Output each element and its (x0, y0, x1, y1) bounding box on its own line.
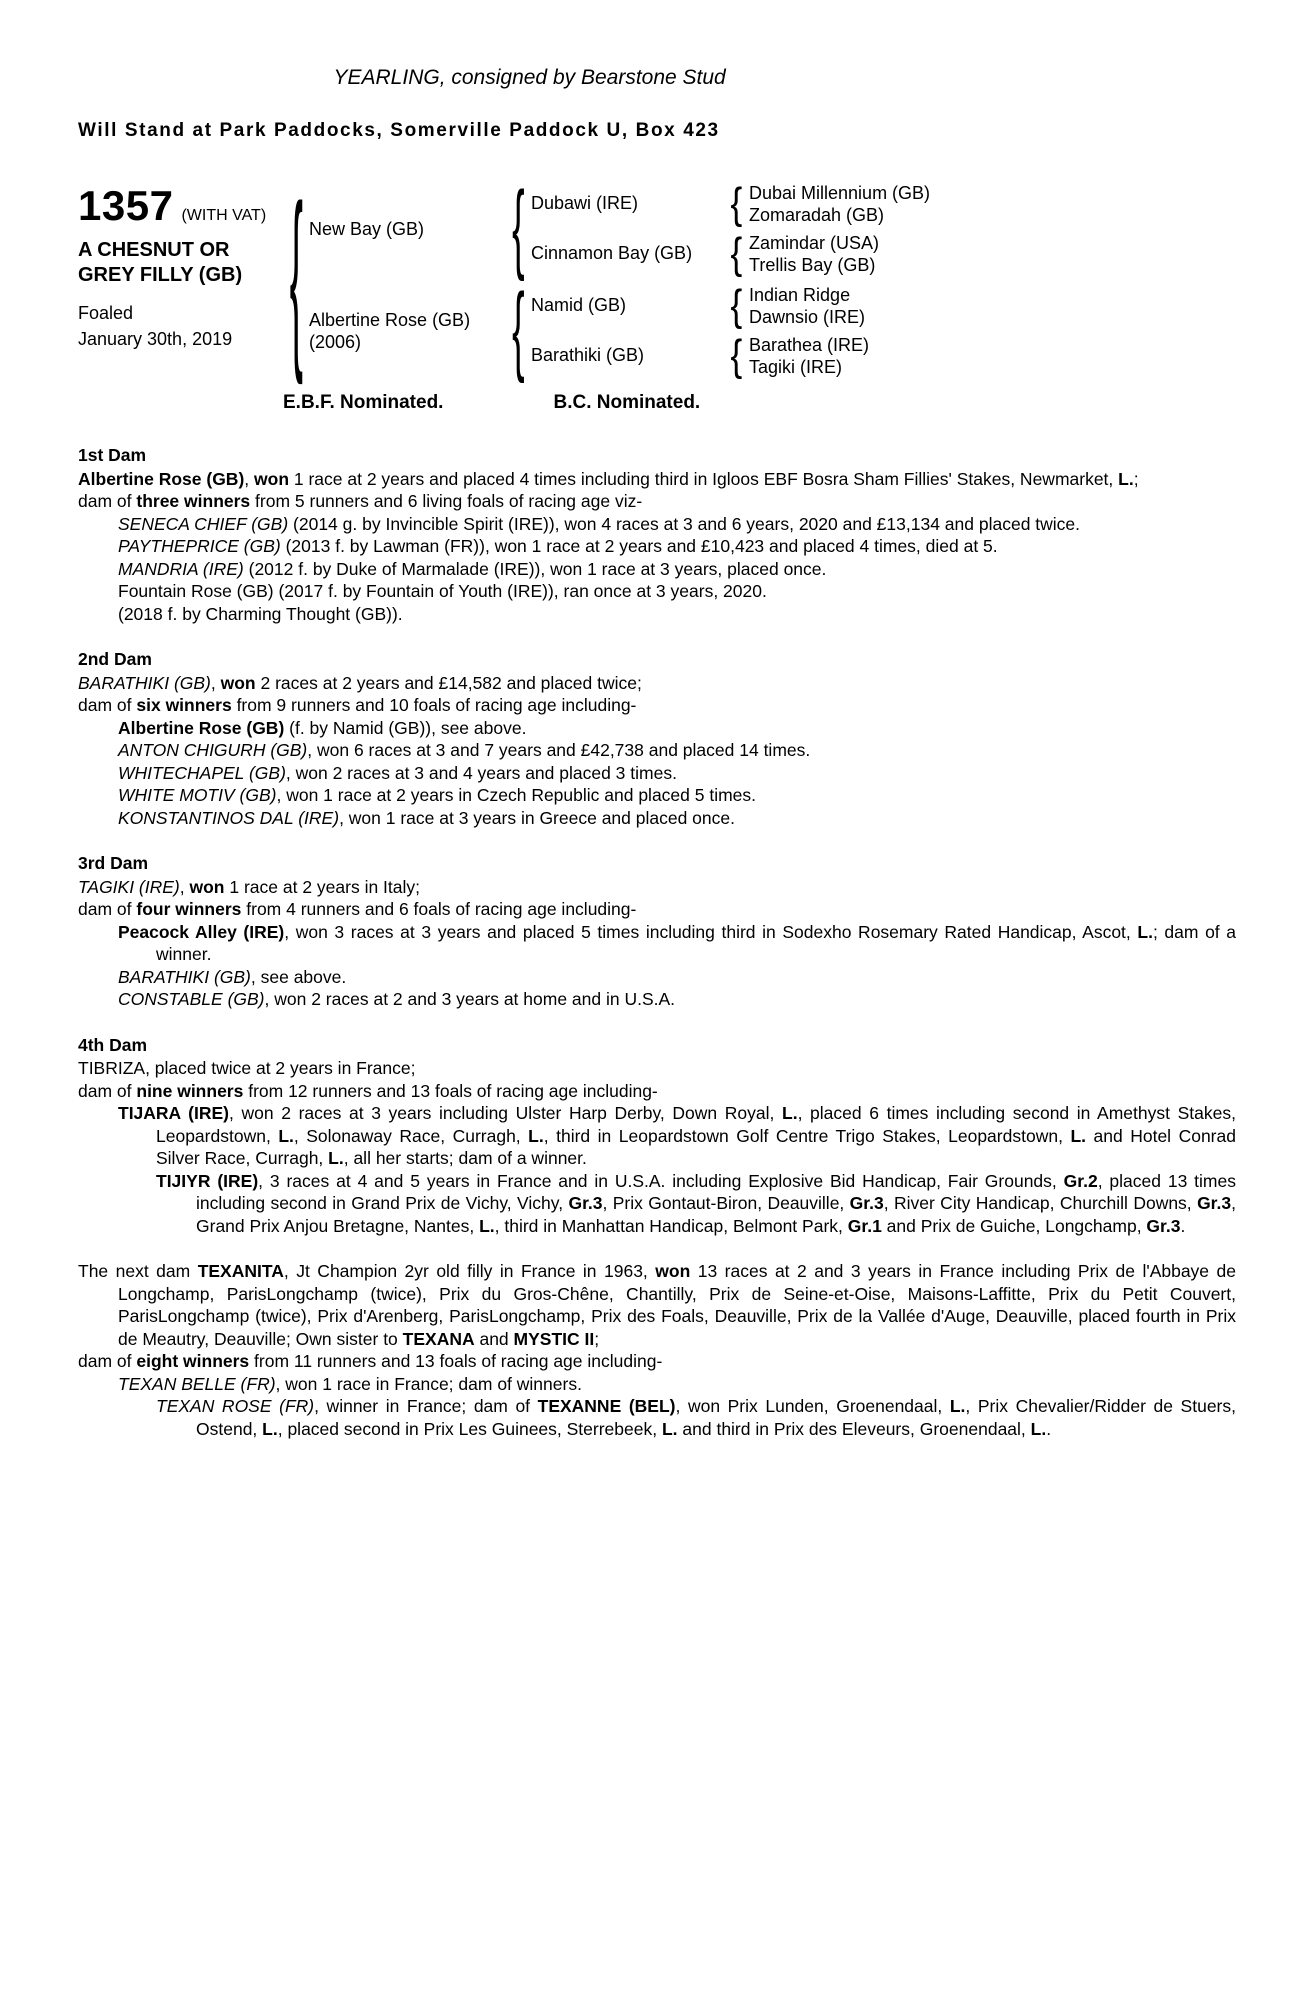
pedigree-paragraph (78, 580, 1236, 603)
ggp-name: Dubai Millennium (GB) (749, 183, 931, 203)
text-segment: L. (1137, 921, 1153, 942)
text-segment: L. (328, 1148, 344, 1168)
text-segment: , all her starts; dam of a winner. (343, 1148, 587, 1168)
text-segment: from 4 runners and 6 foals of racing age including- (241, 899, 637, 919)
text-segment: 13 races at 2 and 3 years in France including Prix de l'Abbaye de Longchamp, ParisLongchamp (twice), Prix du Gros-Chêne, Chantilly, Prix de Seine-et-Oise, Maisons-Laffitte, Prix du Petit Couvert, ParisLongchamp (twice), Prix d'Arenberg, ParisLongchamp, Prix des Foals, Deauville, Prix de la Vallée d'Auge, Deauville, placed fourth in Prix de Meautry, Deauville; Own sister to (118, 1261, 1236, 1349)
text-segment: Gr.3 (1146, 1215, 1181, 1236)
ebf-nominated: E.B.F. Nominated. (283, 392, 444, 413)
text-segment: (2012 f. by Duke of Marmalade (IRE)), won 1 race at 3 years, placed once. (243, 558, 827, 579)
text-segment: 1 race at 2 years in Italy; (224, 876, 421, 897)
consignor-title: YEARLING, consigned by Bearstone Stud (333, 66, 726, 89)
sire-sire-parents (749, 182, 930, 226)
ggp-name: Dawnsio (IRE) (749, 307, 866, 327)
bc-nominated: B.C. Nominated. (553, 392, 701, 413)
text-segment: L. (528, 1125, 544, 1146)
brace-icon (723, 182, 749, 226)
pedigree-paragraph (78, 1260, 1236, 1350)
text-segment: three winners (136, 491, 251, 511)
text-segment: , Prix Chevalier/Ridder de Stuers, Ostend, (196, 1396, 1236, 1439)
dam-name (309, 309, 505, 354)
text-segment: MANDRIA (IRE) (118, 558, 244, 579)
text-segment: Gr.3 (1197, 1193, 1232, 1213)
text-segment: dam of (78, 491, 137, 511)
text-segment: , won 1 race in France; dam of winners. (275, 1373, 582, 1394)
text-segment: WHITECHAPEL (GB) (118, 762, 286, 783)
text-segment: ; dam of a winner. (156, 921, 1236, 964)
text-segment: Gr.3 (568, 1193, 603, 1213)
text-segment: , winner in France; dam of (314, 1396, 538, 1416)
text-segment: ANTON CHIGURH (GB) (118, 740, 308, 760)
text-segment: ; (1133, 468, 1139, 489)
pedigree-paragraph (78, 1170, 1236, 1238)
text-segment: , won 1 race at 3 years in Greece and placed once. (339, 807, 735, 828)
text-segment: , placed second in Prix Les Guinees, Sterrebeek, (277, 1418, 662, 1439)
text-segment: , won 2 races at 3 and 4 years and placed 3 times. (285, 762, 677, 783)
ggp-name: Indian Ridge (749, 285, 851, 305)
text-segment: , won 2 races at 3 years including Ulster Harp Derby, Down Royal, (229, 1103, 782, 1123)
pedigree-paragraph (78, 988, 1236, 1011)
text-segment: Gr.3 (849, 1193, 884, 1213)
text-segment: TEXANNE (BEL) (537, 1396, 676, 1416)
text-segment: won (655, 1261, 691, 1281)
text-segment: , Prix Gontaut-Biron, Deauville, (602, 1193, 850, 1213)
text-segment: (2013 f. by Lawman (FR)), won 1 race at 2 years and £10,423 and placed 4 times, died at 5. (280, 536, 998, 556)
text-segment: , won 1 race at 2 years in Czech Republic and placed 5 times. (276, 785, 757, 805)
text-segment: CONSTABLE (GB) (118, 989, 265, 1009)
text-segment: , third in Manhattan Handicap, Belmont Park, (494, 1215, 848, 1236)
pedigree-paragraph (78, 535, 1236, 558)
text-segment: . (1046, 1418, 1052, 1439)
text-segment: KONSTANTINOS DAL (IRE) (118, 807, 340, 828)
dam-section (78, 1034, 1236, 1238)
dam-sire-row (531, 284, 869, 328)
pedigree-block (78, 182, 1236, 378)
lot-number: 1357 (78, 182, 174, 229)
pedigree-paragraph (78, 762, 1236, 785)
text-segment: four winners (136, 899, 242, 919)
dam-section (78, 1260, 1236, 1440)
text-segment: TEXAN ROSE (FR) (156, 1396, 315, 1416)
pedigree-paragraph (78, 1102, 1236, 1170)
lot-description-line2: GREY FILLY (GB) (78, 264, 243, 286)
text-segment: L. (1070, 1125, 1086, 1146)
text-segment: and (474, 1328, 514, 1349)
text-segment: , won Prix Lunden, Groenendaal, (675, 1396, 950, 1416)
sire-dam-name: Cinnamon Bay (GB) (531, 243, 693, 264)
text-segment: 1 race at 2 years and placed 4 times including third in Igloos EBF Bosra Sham Fillies' Stakes, Newmarket, (289, 468, 1119, 489)
text-segment: (f. by Namid (GB)), see above. (284, 717, 527, 738)
brace-icon (723, 284, 749, 328)
text-segment: Albertine Rose (GB) (118, 717, 285, 738)
text-segment: L. (949, 1396, 966, 1416)
text-segment: L. (262, 1418, 278, 1439)
dam-dam-row (531, 334, 869, 378)
ggp-name: Zomaradah (GB) (749, 205, 885, 225)
text-segment: L. (1030, 1418, 1047, 1439)
ggp-name: Tagiki (IRE) (749, 357, 843, 377)
text-segment: BARATHIKI (GB) (78, 672, 211, 693)
section-heading: 4th Dam (78, 1034, 148, 1055)
lot-description-line1: A CHESNUT OR (78, 239, 230, 261)
dam-year: (2006) (309, 332, 362, 352)
lot-info (78, 182, 283, 378)
pedigree-tree (283, 182, 930, 378)
text-segment: TIBRIZA, placed twice at 2 years in France; (78, 1058, 416, 1078)
text-segment: Fountain Rose (GB) (2017 f. by Fountain of Youth (IRE)), ran once at 3 years, 2020. (118, 581, 767, 601)
text-segment: . (1180, 1215, 1186, 1236)
pedigree-paragraph (78, 807, 1236, 830)
text-segment: The next dam (78, 1261, 198, 1281)
pedigree-sections (78, 444, 1236, 1440)
dam-section (78, 444, 1236, 625)
text-segment: Albertine Rose (GB) (78, 468, 245, 489)
text-segment: TEXANITA (197, 1261, 284, 1281)
brace-sire-icon (505, 207, 531, 251)
text-segment: six winners (136, 695, 232, 715)
pedigree-paragraph (78, 1395, 1236, 1440)
text-segment: , (179, 876, 190, 897)
pedigree-paragraph (78, 898, 1236, 921)
text-segment: Peacock Alley (IRE) (118, 921, 285, 942)
brace-icon (723, 232, 749, 276)
text-segment: from 5 runners and 6 living foals of racing age viz- (250, 491, 643, 511)
lot-number-line (78, 182, 283, 230)
text-segment: SENECA CHIEF (GB) (118, 513, 289, 534)
stand-location-line: Will Stand at Park Paddocks, Somerville Paddock U, Box 423 (78, 120, 720, 141)
section-heading: 3rd Dam (78, 853, 149, 873)
text-segment: L. (661, 1418, 678, 1439)
dam-grandparents (531, 284, 869, 378)
brace-dam-icon (505, 309, 531, 353)
text-segment: , won 2 races at 2 and 3 years at home and in U.S.A. (264, 989, 676, 1009)
pedigree-paragraph (78, 558, 1236, 581)
pedigree-paragraph (78, 1080, 1236, 1103)
text-segment: Gr.2 (1063, 1170, 1098, 1191)
text-segment: TIJARA (IRE) (118, 1103, 229, 1123)
text-segment: , won 3 races at 3 years and placed 5 times including third in Sodexho Rosemary Rated Handicap, Ascot, (284, 921, 1138, 942)
dam-dam-name: Barathiki (GB) (531, 345, 645, 366)
pedigree-paragraph (78, 1373, 1236, 1396)
text-segment: TAGIKI (IRE) (78, 876, 180, 897)
text-segment: dam of (78, 899, 137, 919)
text-segment: from 11 runners and 13 foals of racing age including- (249, 1351, 663, 1371)
ggp-name: Trellis Bay (GB) (749, 255, 876, 275)
text-segment: , see above. (250, 966, 347, 987)
lot-description (78, 238, 283, 288)
dam-sire-parents (749, 284, 865, 328)
text-segment: L. (1118, 468, 1134, 489)
dam-section (78, 852, 1236, 1011)
text-segment: L. (782, 1103, 798, 1123)
text-segment: won (220, 672, 256, 693)
pedigree-paragraph (78, 921, 1236, 966)
text-segment: dam of (78, 695, 137, 715)
text-segment: dam of (78, 1351, 137, 1371)
section-heading: 2nd Dam (78, 649, 152, 669)
parents-column (309, 182, 930, 378)
text-segment: won (254, 468, 290, 489)
nominations-line (78, 392, 1236, 414)
foaled-label: Foaled (78, 303, 134, 323)
vat-note: (WITH VAT) (181, 207, 267, 224)
ggp-name: Zamindar (USA) (749, 233, 880, 253)
sire-sire-name: Dubawi (IRE) (531, 193, 639, 214)
text-segment: , placed 13 times including second in Grand Prix de Vichy, Vichy, (196, 1170, 1236, 1213)
sire-sire-row (531, 182, 930, 226)
text-segment: , Solonaway Race, Curragh, (293, 1125, 529, 1146)
text-segment: 2 races at 2 years and £14,582 and placed twice; (255, 672, 642, 693)
pedigree-paragraph (78, 490, 1236, 513)
text-segment: and third in Prix des Eleveurs, Groenendaal, (677, 1418, 1031, 1439)
text-segment: , (244, 468, 255, 489)
text-segment: WHITE MOTIV (GB) (118, 785, 277, 805)
text-segment: L. (278, 1125, 294, 1146)
text-segment: Gr.1 (847, 1215, 882, 1236)
dam-block (309, 284, 930, 378)
text-segment: (2014 g. by Invincible Spirit (IRE)), won 4 races at 3 and 6 years, 2020 and £13,134 and placed twice. (288, 513, 1081, 534)
text-segment: TIJIYR (IRE) (156, 1170, 259, 1191)
sire-grandparents (531, 182, 930, 276)
foaled-info (78, 300, 283, 352)
text-segment: BARATHIKI (GB) (118, 966, 251, 987)
text-segment: L. (479, 1215, 495, 1236)
text-segment: won (189, 876, 225, 897)
pedigree-paragraph (78, 513, 1236, 536)
pedigree-paragraph (78, 694, 1236, 717)
pedigree-paragraph (78, 739, 1236, 762)
text-segment: , 3 races at 4 and 5 years in France and in U.S.A. including Explosive Bid Handicap, Fair Grounds, (258, 1170, 1064, 1191)
text-segment: , (210, 672, 221, 693)
text-segment: and Hotel Conrad Silver Race, Curragh, (156, 1125, 1236, 1168)
ggp-name: Barathea (IRE) (749, 335, 870, 355)
text-segment: , third in Leopardstown Golf Centre Trigo Stakes, Leopardstown, (543, 1125, 1071, 1146)
dam-dam-parents (749, 334, 869, 378)
foaled-date: January 30th, 2019 (78, 329, 233, 350)
text-segment: , River City Handicap, Churchill Downs, (883, 1193, 1198, 1213)
pedigree-paragraph (78, 468, 1236, 491)
pedigree-paragraph (78, 966, 1236, 989)
text-segment: and Prix de Guiche, Longchamp, (881, 1215, 1147, 1236)
dam-sire-name: Namid (GB) (531, 295, 627, 316)
dam-name-text: Albertine Rose (GB) (309, 309, 471, 330)
pedigree-paragraph (78, 603, 1236, 626)
text-segment: dam of (78, 1080, 137, 1101)
text-segment: MYSTIC II (513, 1328, 595, 1349)
text-segment: , placed 6 times including second in Amethyst Stakes, Leopardstown, (156, 1103, 1236, 1146)
text-segment: from 9 runners and 10 foals of racing age including- (231, 695, 637, 715)
dam-section (78, 648, 1236, 829)
text-segment: , Jt Champion 2yr old filly in France in 1963, (283, 1261, 656, 1281)
text-segment: , Grand Prix Anjou Bretagne, Nantes, (196, 1193, 1236, 1236)
text-segment: eight winners (136, 1351, 250, 1371)
text-segment: (2018 f. by Charming Thought (GB)). (118, 603, 403, 624)
text-segment: ; (594, 1328, 600, 1349)
text-segment: TEXANA (402, 1328, 475, 1349)
text-segment: from 12 runners and 13 foals of racing age including- (243, 1080, 658, 1101)
pedigree-paragraph (78, 717, 1236, 740)
pedigree-paragraph (78, 672, 1236, 695)
section-heading: 1st Dam (78, 445, 147, 465)
sire-dam-parents (749, 232, 879, 276)
pedigree-paragraph (78, 1350, 1236, 1373)
text-segment: nine winners (136, 1080, 244, 1101)
text-segment: PAYTHEPRICE (GB) (118, 536, 281, 556)
pedigree-paragraph (78, 784, 1236, 807)
text-segment: TEXAN BELLE (FR) (118, 1373, 276, 1394)
text-segment: , won 6 races at 3 and 7 years and £42,738 and placed 14 times. (307, 740, 811, 760)
sire-block (309, 182, 930, 276)
sire-dam-row (531, 232, 930, 276)
pedigree-paragraph (78, 1057, 1236, 1080)
brace-icon (723, 334, 749, 378)
pedigree-paragraph (78, 876, 1236, 899)
brace-parents-icon (283, 258, 309, 302)
sire-name: New Bay (GB) (309, 218, 425, 239)
